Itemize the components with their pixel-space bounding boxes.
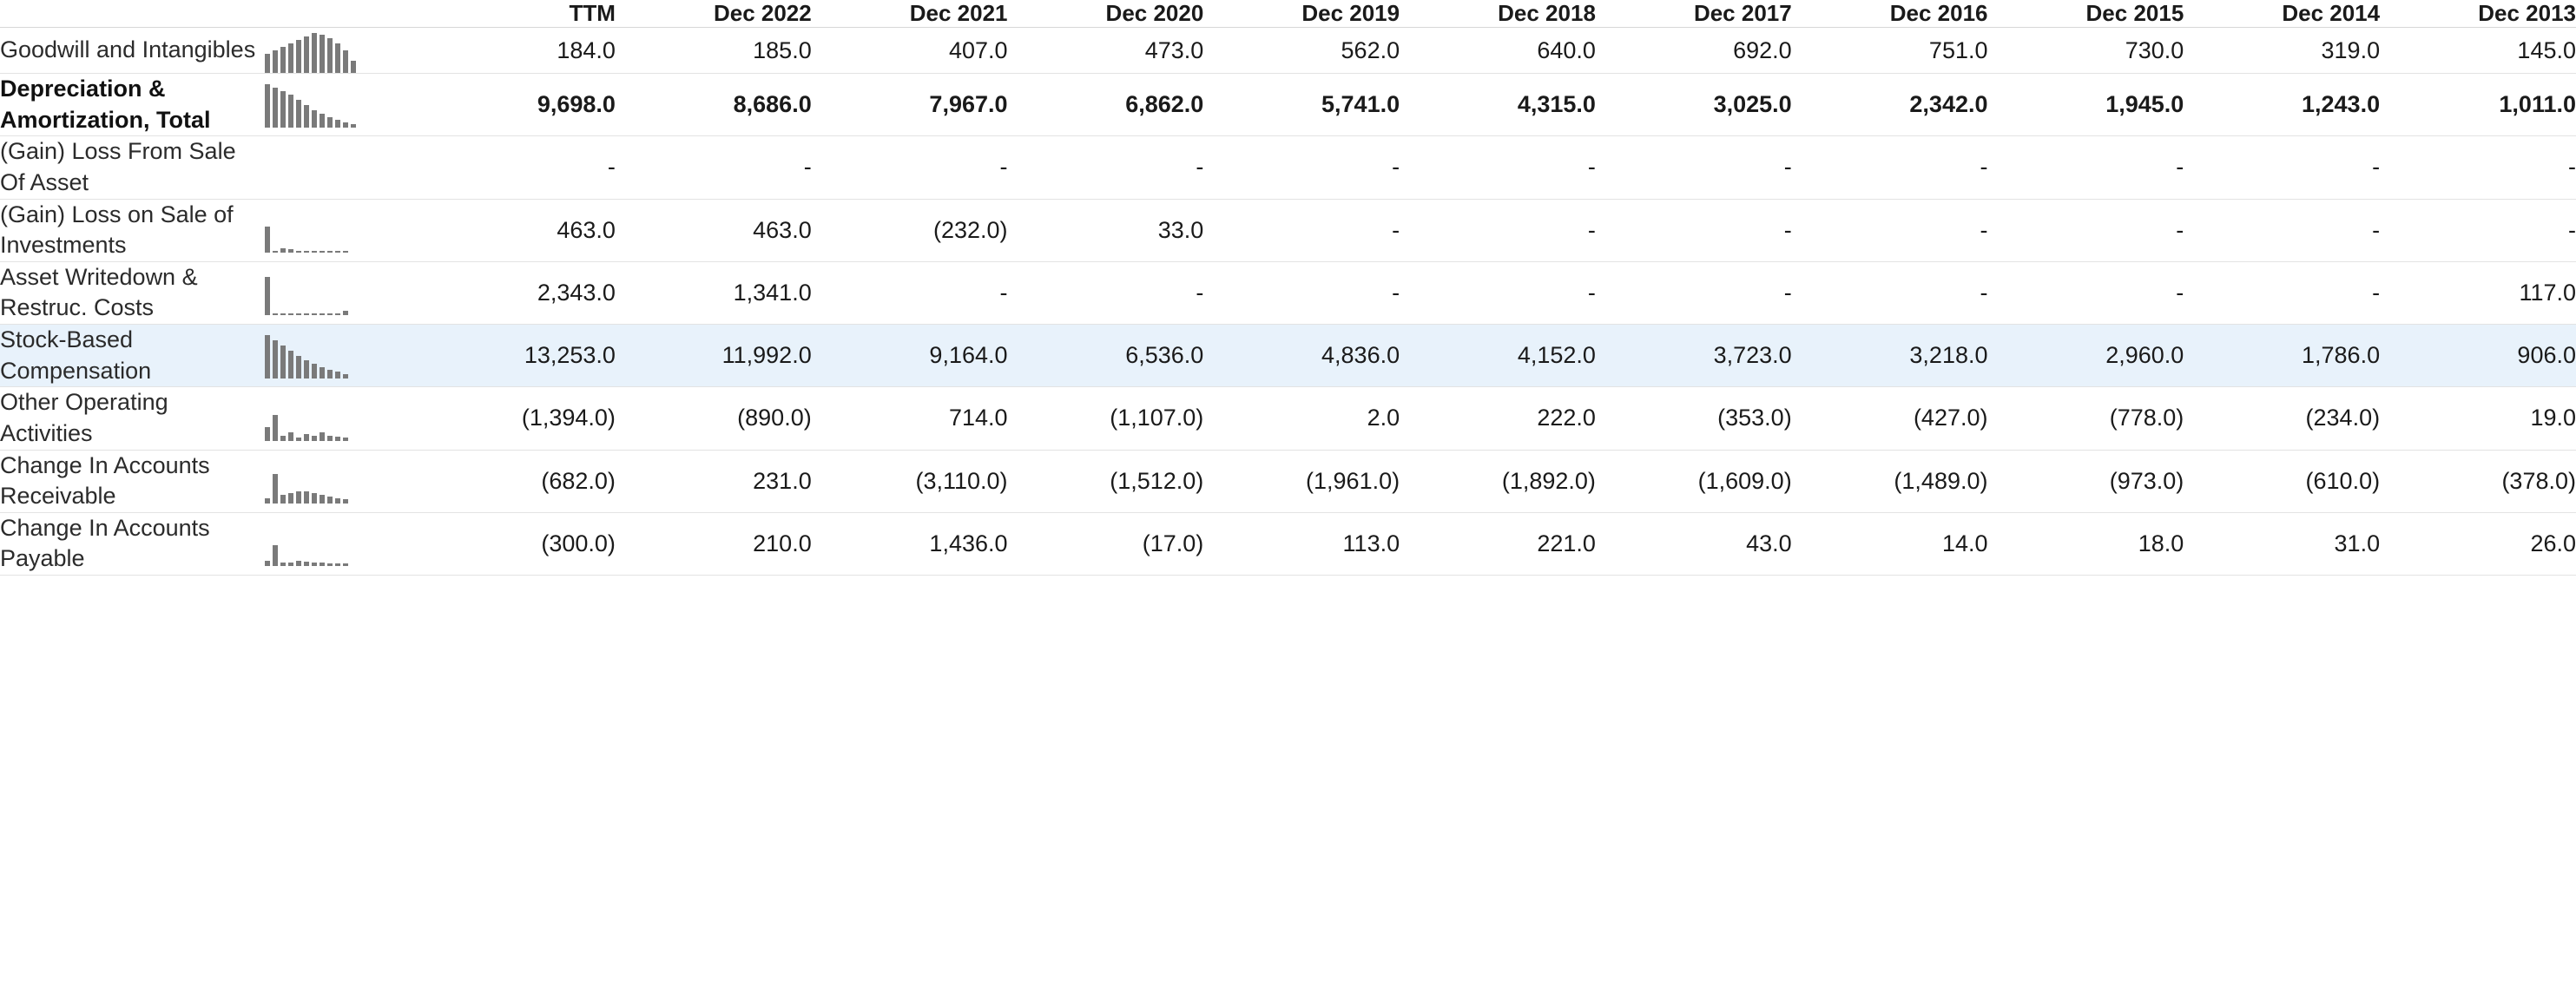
cell-value: 14.0 — [1941, 530, 1988, 556]
cell-value: (1,892.0) — [1501, 467, 1596, 494]
cell-value: 3,723.0 — [1713, 342, 1792, 369]
column-header-label — [0, 0, 265, 28]
column-header-dec2015[interactable]: Dec 2015 — [2085, 0, 2184, 26]
cell-value: 221.0 — [1537, 530, 1596, 556]
cell-value: 145.0 — [2517, 36, 2576, 63]
cell-value: - — [1783, 279, 1792, 306]
cell-value: 473.0 — [1144, 36, 1204, 63]
cell-value: 7,967.0 — [929, 91, 1008, 118]
cell-value: (890.0) — [737, 405, 812, 431]
cell-value: 113.0 — [1342, 530, 1400, 556]
cell-value: 1,786.0 — [2302, 342, 2381, 369]
cell-value: 2,343.0 — [537, 279, 616, 306]
cell-value: (234.0) — [2305, 405, 2381, 431]
cell-value: (1,107.0) — [1110, 405, 1204, 431]
cell-value: - — [607, 154, 616, 181]
row-label: Stock-Based Compensation — [0, 326, 152, 384]
cell-value: (1,489.0) — [1894, 467, 1988, 494]
cell-value: - — [1587, 279, 1596, 306]
cell-value: 1,341.0 — [733, 279, 812, 306]
cell-value: (232.0) — [932, 216, 1008, 243]
cell-value: 3,025.0 — [1713, 91, 1792, 118]
cell-value: (1,609.0) — [1697, 467, 1792, 494]
cell-value: 1,011.0 — [2499, 91, 2576, 118]
cell-value: 222.0 — [1537, 405, 1596, 431]
cell-value: - — [999, 279, 1008, 306]
cell-value: 231.0 — [753, 467, 812, 494]
cell-value: - — [1392, 216, 1400, 243]
cell-value: (1,394.0) — [521, 405, 616, 431]
row-sparkline — [265, 325, 419, 387]
cell-value: - — [1392, 154, 1400, 181]
cell-value: - — [1587, 216, 1596, 243]
cell-value: (610.0) — [2305, 467, 2381, 494]
cell-value: 562.0 — [1341, 36, 1400, 63]
cell-value: 43.0 — [1746, 530, 1792, 556]
table-row[interactable] — [0, 74, 2576, 136]
cell-value: - — [1783, 216, 1792, 243]
row-label: Change In Accounts Payable — [0, 514, 210, 572]
column-header-ttm[interactable]: TTM — [569, 0, 616, 26]
cell-value: - — [2176, 154, 2184, 181]
cell-value: 1,436.0 — [929, 530, 1008, 556]
column-header-sparkline — [265, 0, 419, 28]
cell-value: - — [2372, 154, 2381, 181]
cell-value: 3,218.0 — [1909, 342, 1988, 369]
cell-value: 31.0 — [2334, 530, 2381, 556]
cell-value: - — [2176, 279, 2184, 306]
cell-value: - — [1196, 154, 1204, 181]
cell-value: 13,253.0 — [524, 342, 616, 369]
cell-value: 9,698.0 — [537, 91, 616, 118]
cell-value: 1,945.0 — [2105, 91, 2184, 118]
column-header-dec2021[interactable]: Dec 2021 — [909, 0, 1008, 26]
cell-value: 407.0 — [948, 36, 1008, 63]
cell-value: (1,512.0) — [1110, 467, 1204, 494]
row-sparkline — [265, 74, 419, 136]
cell-value: - — [1783, 154, 1792, 181]
cell-value: 730.0 — [2125, 36, 2184, 63]
row-label: Asset Writedown & Restruc. Costs — [0, 263, 198, 321]
cell-value: 8,686.0 — [733, 91, 812, 118]
cell-value: 184.0 — [557, 36, 616, 63]
cell-value: 18.0 — [2138, 530, 2184, 556]
column-header-dec2020[interactable]: Dec 2020 — [1105, 0, 1204, 26]
cell-value: (353.0) — [1717, 405, 1792, 431]
table-header — [0, 0, 2576, 28]
cell-value: (682.0) — [541, 467, 616, 494]
row-label: Other Operating Activities — [0, 389, 168, 446]
table-row[interactable] — [0, 136, 2576, 199]
cell-value: 19.0 — [2530, 405, 2576, 431]
row-sparkline — [265, 512, 419, 575]
table-row[interactable] — [0, 450, 2576, 512]
cell-value: (3,110.0) — [915, 467, 1008, 494]
cell-value: - — [2372, 279, 2381, 306]
cell-value: - — [803, 154, 812, 181]
cell-value: 714.0 — [948, 405, 1008, 431]
row-label: (Gain) Loss From Sale Of Asset — [0, 138, 236, 195]
cell-value: 26.0 — [2530, 530, 2576, 556]
row-sparkline — [265, 199, 419, 261]
table-row[interactable] — [0, 199, 2576, 261]
cell-value: - — [2176, 216, 2184, 243]
column-header-dec2017[interactable]: Dec 2017 — [1693, 0, 1792, 26]
cell-value: (973.0) — [2109, 467, 2184, 494]
column-header-dec2014[interactable]: Dec 2014 — [2282, 0, 2381, 26]
cell-value: - — [1587, 154, 1596, 181]
table-row[interactable] — [0, 28, 2576, 74]
cell-value: - — [1980, 279, 1988, 306]
row-sparkline — [265, 387, 419, 450]
cell-value: - — [1196, 279, 1204, 306]
cell-value: - — [2568, 154, 2576, 181]
cell-value: 33.0 — [1157, 216, 1204, 243]
table-row[interactable] — [0, 261, 2576, 324]
row-label: Change In Accounts Receivable — [0, 451, 210, 510]
column-header-dec2013[interactable]: Dec 2013 — [2478, 0, 2576, 26]
cell-value: (1,961.0) — [1306, 467, 1400, 494]
cell-value: 2.0 — [1367, 405, 1400, 431]
cell-value: 692.0 — [1733, 36, 1792, 63]
cell-value: 210.0 — [753, 530, 812, 556]
table-row[interactable] — [0, 325, 2576, 387]
table-header-row — [0, 0, 2576, 28]
cell-value: 5,741.0 — [1321, 91, 1400, 118]
cell-value: 1,243.0 — [2302, 91, 2381, 118]
cell-value: - — [999, 154, 1008, 181]
table-row[interactable] — [0, 387, 2576, 450]
cell-value: 4,315.0 — [1517, 91, 1596, 118]
row-sparkline — [265, 136, 419, 199]
cell-value: 463.0 — [753, 216, 812, 243]
table-body — [0, 28, 2576, 576]
cell-value: (778.0) — [2109, 405, 2184, 431]
cell-value: 11,992.0 — [721, 342, 812, 369]
cell-value: 117.0 — [2519, 279, 2576, 306]
cell-value: 9,164.0 — [929, 342, 1008, 369]
column-header-dec2018[interactable]: Dec 2018 — [1498, 0, 1596, 26]
row-label: (Gain) Loss on Sale of Investments — [0, 201, 234, 259]
row-label: Depreciation & Amortization, Total — [0, 76, 211, 133]
cell-value: 2,960.0 — [2105, 342, 2184, 369]
cell-value: - — [2568, 216, 2576, 243]
row-sparkline — [265, 450, 419, 512]
cell-value: - — [1392, 279, 1400, 306]
cell-value: 4,152.0 — [1517, 342, 1596, 369]
cell-value: (300.0) — [541, 530, 616, 556]
cell-value: 319.0 — [2321, 36, 2381, 63]
cell-value: (17.0) — [1142, 530, 1204, 556]
cell-value: 463.0 — [557, 216, 616, 243]
cell-value: (378.0) — [2501, 467, 2576, 494]
cell-value: - — [1980, 154, 1988, 181]
column-header-dec2022[interactable]: Dec 2022 — [713, 0, 812, 26]
cell-value: 2,342.0 — [1909, 91, 1988, 118]
cell-value: - — [2372, 216, 2381, 243]
cell-value: (427.0) — [1913, 405, 1988, 431]
cell-value: 906.0 — [2517, 342, 2576, 369]
cell-value: 751.0 — [1928, 36, 1988, 63]
cell-value: 185.0 — [753, 36, 812, 63]
row-sparkline — [265, 28, 419, 74]
cell-value: - — [1980, 216, 1988, 243]
column-header-dec2019[interactable]: Dec 2019 — [1301, 0, 1400, 26]
cell-value: 4,836.0 — [1321, 342, 1400, 369]
row-sparkline — [265, 261, 419, 324]
column-header-dec2016[interactable]: Dec 2016 — [1889, 0, 1988, 26]
row-label: Goodwill and Intangibles — [0, 36, 256, 63]
cell-value: 640.0 — [1537, 36, 1596, 63]
table-row[interactable] — [0, 512, 2576, 575]
cell-value: 6,536.0 — [1125, 342, 1204, 369]
cell-value: 6,862.0 — [1125, 91, 1204, 118]
